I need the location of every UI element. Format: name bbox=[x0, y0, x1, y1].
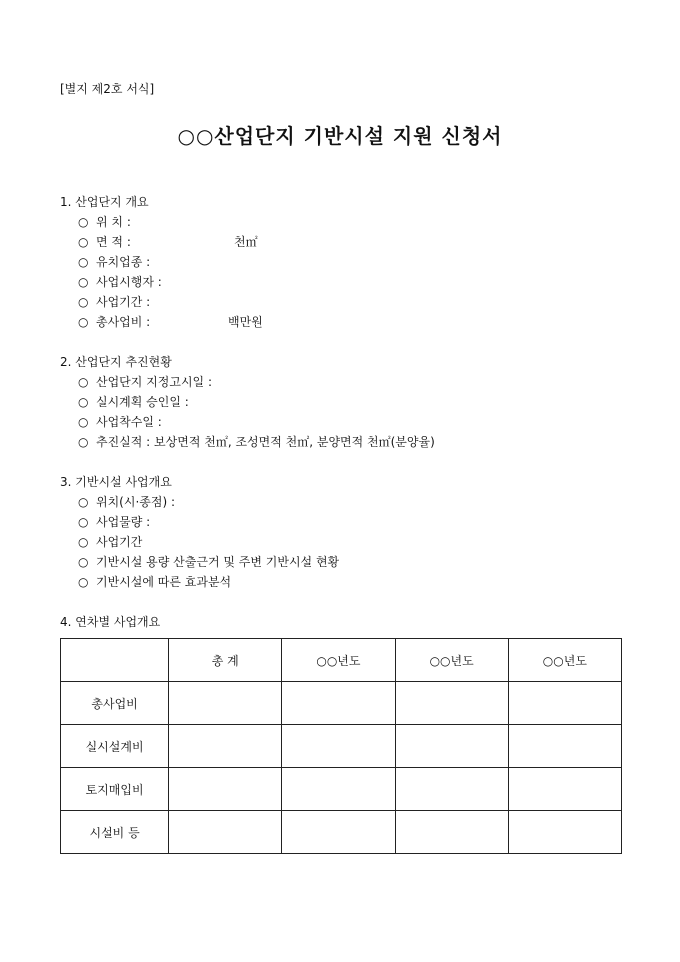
table-cell[interactable] bbox=[282, 725, 395, 768]
item-text: 사업기간 bbox=[96, 535, 143, 549]
section-heading: 3. 기반시설 사업개요 bbox=[60, 475, 172, 489]
bullet-circle-icon: ○ bbox=[78, 415, 89, 429]
table-row bbox=[61, 768, 622, 811]
bullet-circle-icon: ○ bbox=[78, 375, 89, 389]
table-cell[interactable] bbox=[282, 811, 395, 854]
bullet-circle-icon: ○ bbox=[78, 215, 89, 229]
list-item bbox=[60, 272, 263, 292]
item-label: 총사업비 : bbox=[96, 315, 151, 329]
section-annual-plan bbox=[60, 612, 160, 632]
item-text: 산업단지 지정고시일 : bbox=[96, 375, 213, 389]
list-item bbox=[60, 212, 263, 232]
table-row bbox=[61, 682, 622, 725]
item-label: 사업시행자 : bbox=[96, 275, 162, 289]
item-value: 천㎡ bbox=[234, 235, 258, 249]
item-text: 사업물량 : bbox=[96, 515, 151, 529]
bullet-circle-icon: ○ bbox=[78, 535, 89, 549]
list-item bbox=[60, 232, 263, 252]
bullet-circle-icon: ○ bbox=[78, 555, 89, 569]
list-item bbox=[60, 572, 339, 592]
table-cell[interactable] bbox=[395, 811, 508, 854]
item-label: 위 치 : bbox=[96, 215, 131, 229]
table-cell[interactable] bbox=[508, 768, 621, 811]
list-item bbox=[60, 392, 435, 412]
section-progress bbox=[60, 352, 435, 452]
item-label: 사업기간 : bbox=[96, 295, 151, 309]
bullet-circle-icon: ○ bbox=[78, 275, 89, 289]
item-text: 기반시설 용량 산출근거 및 주변 기반시설 현황 bbox=[96, 555, 340, 569]
list-item bbox=[60, 512, 339, 532]
table-header-cell: ○○년도 bbox=[282, 639, 395, 682]
table-cell[interactable] bbox=[395, 768, 508, 811]
bullet-circle-icon: ○ bbox=[78, 255, 89, 269]
table-cell[interactable] bbox=[395, 682, 508, 725]
row-label: 토지매입비 bbox=[61, 768, 169, 811]
row-label: 실시설계비 bbox=[61, 725, 169, 768]
list-item bbox=[60, 432, 435, 452]
item-label: 유치업종 : bbox=[96, 255, 151, 269]
table-header-cell: 총 계 bbox=[169, 639, 282, 682]
table-row bbox=[61, 811, 622, 854]
item-text: 추진실적 : 보상면적 천㎡, 조성면적 천㎡, 분양면적 천㎡(분양율) bbox=[96, 435, 435, 449]
table-cell[interactable] bbox=[508, 725, 621, 768]
table-row bbox=[61, 725, 622, 768]
page-title: ○○산업단지 기반시설 지원 신청서 bbox=[177, 124, 503, 148]
annual-plan-table bbox=[60, 638, 622, 854]
table-cell[interactable] bbox=[282, 682, 395, 725]
form-number: [별지 제2호 서식] bbox=[60, 82, 155, 96]
item-text: 기반시설에 따른 효과분석 bbox=[96, 575, 232, 589]
bullet-circle-icon: ○ bbox=[78, 315, 89, 329]
list-item bbox=[60, 372, 435, 392]
table-cell[interactable] bbox=[508, 811, 621, 854]
list-item bbox=[60, 492, 339, 512]
row-label: 총사업비 bbox=[61, 682, 169, 725]
table-cell[interactable] bbox=[169, 682, 282, 725]
bullet-circle-icon: ○ bbox=[78, 435, 89, 449]
list-item bbox=[60, 252, 263, 272]
list-item bbox=[60, 552, 339, 572]
section-heading: 4. 연차별 사업개요 bbox=[60, 615, 161, 629]
bullet-circle-icon: ○ bbox=[78, 235, 89, 249]
item-text: 위치(시·종점) : bbox=[96, 495, 175, 509]
table-cell[interactable] bbox=[395, 725, 508, 768]
item-label: 면 적 : bbox=[96, 235, 131, 249]
table-cell[interactable] bbox=[169, 725, 282, 768]
bullet-circle-icon: ○ bbox=[78, 575, 89, 589]
list-item bbox=[60, 312, 263, 332]
table-cell[interactable] bbox=[169, 811, 282, 854]
section-heading: 1. 산업단지 개요 bbox=[60, 195, 149, 209]
table-cell[interactable] bbox=[508, 682, 621, 725]
table-cell[interactable] bbox=[282, 768, 395, 811]
list-item bbox=[60, 412, 435, 432]
section-infrastructure bbox=[60, 472, 339, 592]
list-item bbox=[60, 292, 263, 312]
table-header-cell bbox=[61, 639, 169, 682]
table-header-row bbox=[61, 639, 622, 682]
table-header-cell: ○○년도 bbox=[508, 639, 621, 682]
bullet-circle-icon: ○ bbox=[78, 395, 89, 409]
bullet-circle-icon: ○ bbox=[78, 495, 89, 509]
table-header-cell: ○○년도 bbox=[395, 639, 508, 682]
table-cell[interactable] bbox=[169, 768, 282, 811]
section-overview bbox=[60, 192, 263, 332]
section-heading: 2. 산업단지 추진현황 bbox=[60, 355, 172, 369]
item-value: 백만원 bbox=[228, 315, 263, 329]
bullet-circle-icon: ○ bbox=[78, 515, 89, 529]
item-text: 실시계획 승인일 : bbox=[96, 395, 189, 409]
item-text: 사업착수일 : bbox=[96, 415, 162, 429]
bullet-circle-icon: ○ bbox=[78, 295, 89, 309]
list-item bbox=[60, 532, 339, 552]
row-label: 시설비 등 bbox=[61, 811, 169, 854]
